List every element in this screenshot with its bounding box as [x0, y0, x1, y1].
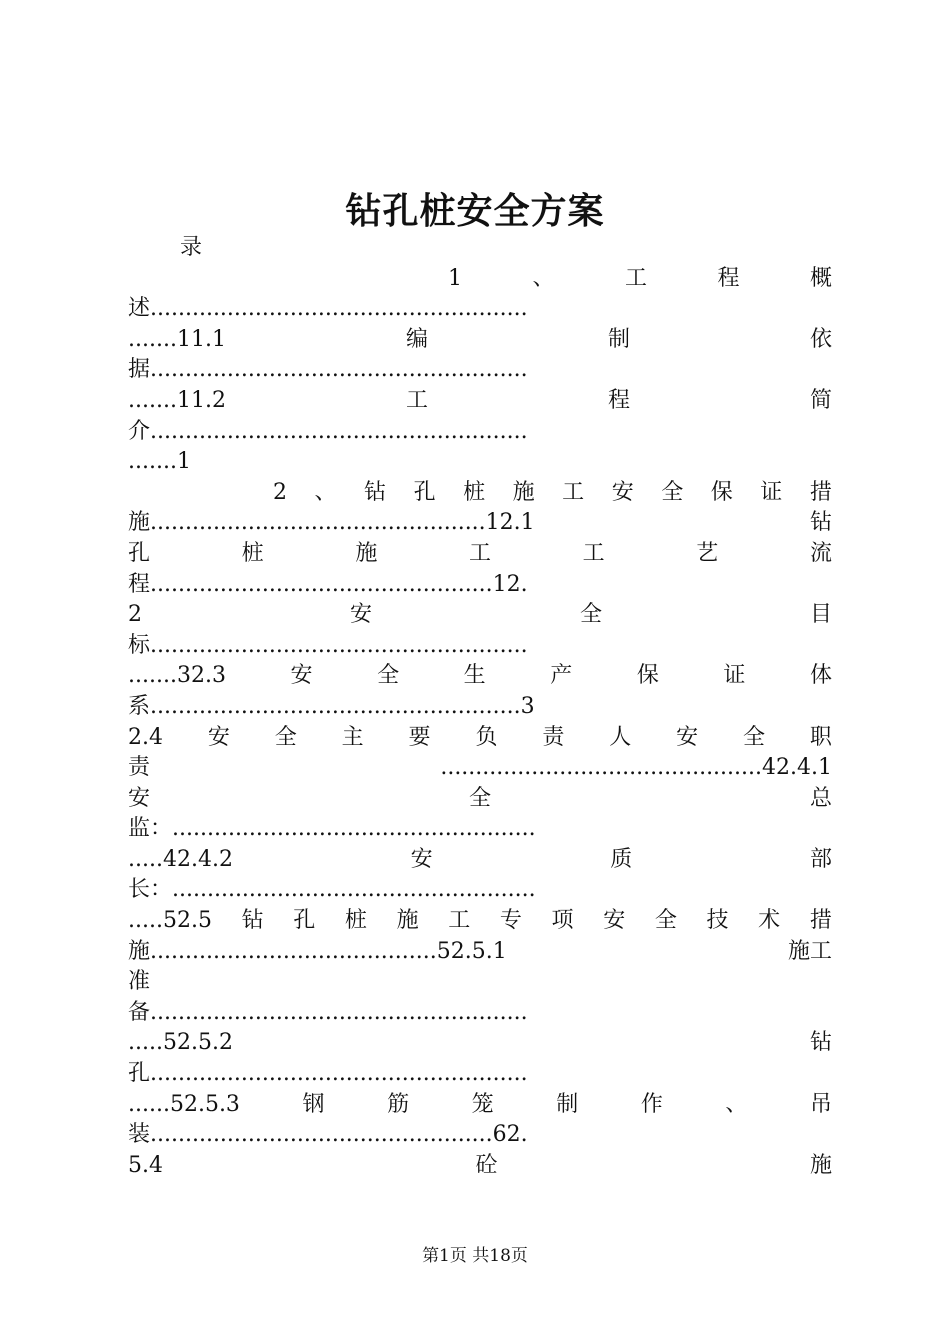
- toc-line-segment: .....42.4.2: [128, 846, 233, 872]
- toc-line: [128, 814, 832, 845]
- toc-line-segment: 全: [743, 724, 766, 750]
- toc-line-segment: 砼: [475, 1152, 498, 1178]
- toc-line-segment: 、: [314, 479, 337, 505]
- toc-line-segment: 孔: [128, 540, 151, 566]
- toc-line: [128, 570, 832, 601]
- toc-line: [128, 937, 832, 968]
- toc-line-segment: 职: [809, 724, 832, 750]
- toc-line-segment: 工: [468, 540, 491, 566]
- toc-line: [128, 233, 832, 264]
- toc-line-segment: 术: [758, 908, 781, 934]
- toc-line-segment: 孔: [293, 908, 316, 934]
- toc-line-segment: 责: [542, 724, 565, 750]
- toc-line-segment: 技: [706, 908, 729, 934]
- toc-line-segment: 安: [676, 724, 699, 750]
- toc-line: [128, 355, 832, 386]
- toc-line-segment: 、: [532, 265, 555, 291]
- toc-line-segment: 概: [809, 265, 832, 291]
- toc-line: [128, 1059, 832, 1090]
- toc-line: [128, 478, 832, 509]
- toc-line-segment: 全: [377, 663, 400, 689]
- toc-line-segment: 工: [582, 540, 605, 566]
- toc-line-segment: ......52.5.3: [128, 1091, 240, 1117]
- toc-line: [128, 1028, 832, 1059]
- toc-line-segment: 施: [396, 908, 419, 934]
- toc-line-segment: 施.........................................52.5.1: [128, 938, 507, 964]
- toc-line-segment: 安: [290, 663, 313, 689]
- toc-line-segment: 程.................................................12.: [128, 571, 528, 597]
- toc-line: [128, 784, 832, 815]
- toc-line-segment: 介......................................................: [128, 418, 528, 444]
- toc-line-segment: .....52.5: [128, 908, 212, 934]
- toc-line-segment: 人: [609, 724, 632, 750]
- toc-line-segment: 安: [128, 785, 151, 811]
- toc-line-segment: 2.4: [128, 724, 163, 750]
- toc-line-segment: .......11.1: [128, 326, 226, 352]
- toc-line-segment: 作: [640, 1091, 663, 1117]
- toc-line-segment: 述......................................................: [128, 296, 528, 322]
- toc-line-segment: 、: [725, 1091, 748, 1117]
- toc-line-segment: 措: [809, 908, 832, 934]
- toc-line-segment: 桩: [241, 540, 264, 566]
- toc-line-segment: 体: [809, 663, 832, 689]
- toc-line-segment: 总: [809, 785, 832, 811]
- toc-line-segment: 标......................................................: [128, 632, 528, 658]
- toc-line: [128, 539, 832, 570]
- toc-line: [128, 264, 832, 295]
- toc-line-segment: 工: [624, 265, 647, 291]
- toc-line-segment: 桩: [344, 908, 367, 934]
- toc-line-segment: 钢: [302, 1091, 325, 1117]
- toc-line-segment: 装.................................................62.: [128, 1122, 528, 1148]
- toc-line-segment: 专: [499, 908, 522, 934]
- toc-line-segment: 依: [809, 326, 832, 352]
- toc-line-segment: 备......................................................: [128, 999, 528, 1025]
- toc-line-segment: 生: [463, 663, 486, 689]
- toc-line-segment: 艺: [696, 540, 719, 566]
- toc-line-segment: .....52.5.2: [128, 1030, 233, 1056]
- toc-line-segment: 1: [448, 265, 462, 291]
- toc-line-segment: 项: [551, 908, 574, 934]
- toc-line-segment: .......32.3: [128, 663, 226, 689]
- toc-line-segment: 要: [408, 724, 431, 750]
- toc-line-segment: 安: [611, 479, 634, 505]
- toc-line-segment: 施: [355, 540, 378, 566]
- toc-line-segment: 流: [809, 540, 832, 566]
- toc-line-segment: 筋: [387, 1091, 410, 1117]
- toc-line-segment: 程: [607, 387, 630, 413]
- toc-line: [128, 1120, 832, 1151]
- toc-line-segment: 孔......................................................: [128, 1061, 528, 1087]
- toc-line-segment: 长：....................................................: [128, 877, 536, 903]
- toc-line-segment: 安: [207, 724, 230, 750]
- toc-line-segment: 施: [512, 479, 535, 505]
- toc-line: [128, 967, 832, 998]
- toc-line-segment: 系.....................................................3: [128, 693, 535, 719]
- toc-line-segment: 产: [550, 663, 573, 689]
- toc-line-segment: 钻: [809, 1030, 832, 1056]
- toc-line-segment: 保: [636, 663, 659, 689]
- toc-line: [128, 447, 832, 478]
- toc-line-segment: 吊: [809, 1091, 832, 1117]
- toc-line-segment: 2: [128, 602, 142, 628]
- toc-line: [128, 1090, 832, 1121]
- toc-line-segment: 工: [405, 387, 428, 413]
- toc-line-segment: 钻: [241, 908, 264, 934]
- toc-line-segment: 2: [273, 479, 287, 505]
- toc-line-segment: 编: [405, 326, 428, 352]
- toc-line-segment: 笼: [471, 1091, 494, 1117]
- toc-line-segment: .......1: [128, 449, 191, 475]
- toc-line-segment: 制: [556, 1091, 579, 1117]
- toc-line-segment: 制: [607, 326, 630, 352]
- toc-line-segment: 施工: [787, 938, 832, 964]
- toc-line-segment: 监：....................................................: [128, 816, 536, 842]
- toc-line: [128, 600, 832, 631]
- toc-line: [128, 845, 832, 876]
- toc-line-segment: ..............................................42.4.1: [440, 755, 832, 781]
- toc-line: [128, 998, 832, 1029]
- toc-line-segment: 全: [579, 602, 602, 628]
- toc-line-segment: 质: [610, 846, 633, 872]
- toc-line-segment: 录: [180, 235, 203, 260]
- toc-line-segment: 安: [410, 846, 433, 872]
- toc-line-segment: 证: [723, 663, 746, 689]
- toc-line-segment: .......11.2: [128, 387, 226, 413]
- toc-line-segment: 保: [710, 479, 733, 505]
- toc-line-segment: 桩: [463, 479, 486, 505]
- toc-line-segment: 准: [128, 969, 151, 995]
- toc-line-segment: 程: [717, 265, 740, 291]
- toc-line-segment: 部: [809, 846, 832, 872]
- toc-body: [128, 233, 832, 1181]
- toc-line-segment: 5.4: [128, 1152, 163, 1178]
- toc-line: [128, 723, 832, 754]
- toc-line-segment: 安: [603, 908, 626, 934]
- toc-line: [128, 325, 832, 356]
- toc-line-segment: 负: [475, 724, 498, 750]
- toc-line-segment: 工: [562, 479, 585, 505]
- toc-line-segment: 据......................................................: [128, 357, 528, 383]
- toc-line: [128, 386, 832, 417]
- toc-line: [128, 417, 832, 448]
- toc-line: [128, 906, 832, 937]
- toc-line: [128, 661, 832, 692]
- toc-line-segment: 全: [661, 479, 684, 505]
- toc-line: [128, 875, 832, 906]
- toc-line: [128, 692, 832, 723]
- toc-line: [128, 508, 832, 539]
- toc-line-segment: 安: [349, 602, 372, 628]
- toc-line-segment: 责: [128, 755, 151, 781]
- page-title: 钻孔桩安全方案: [345, 190, 605, 232]
- toc-line-segment: 工: [448, 908, 471, 934]
- toc-line-segment: 目: [809, 602, 832, 628]
- toc-line-segment: 钻: [364, 479, 387, 505]
- toc-line-segment: 全: [274, 724, 297, 750]
- toc-line: [128, 1151, 832, 1182]
- page-footer: 第1页 共18页: [422, 1246, 528, 1266]
- toc-line-segment: 证: [760, 479, 783, 505]
- toc-line-segment: 孔: [413, 479, 436, 505]
- toc-line-segment: 措: [809, 479, 832, 505]
- toc-line-segment: 施: [809, 1152, 832, 1178]
- toc-line-segment: 主: [341, 724, 364, 750]
- toc-line-segment: 施................................................12.1: [128, 510, 535, 536]
- toc-line-segment: 全: [654, 908, 677, 934]
- toc-line: [128, 753, 832, 784]
- toc-line-segment: 钻: [809, 510, 832, 536]
- toc-line: [128, 294, 832, 325]
- toc-line: [128, 631, 832, 662]
- toc-line-segment: 简: [809, 387, 832, 413]
- toc-line-segment: 全: [468, 785, 491, 811]
